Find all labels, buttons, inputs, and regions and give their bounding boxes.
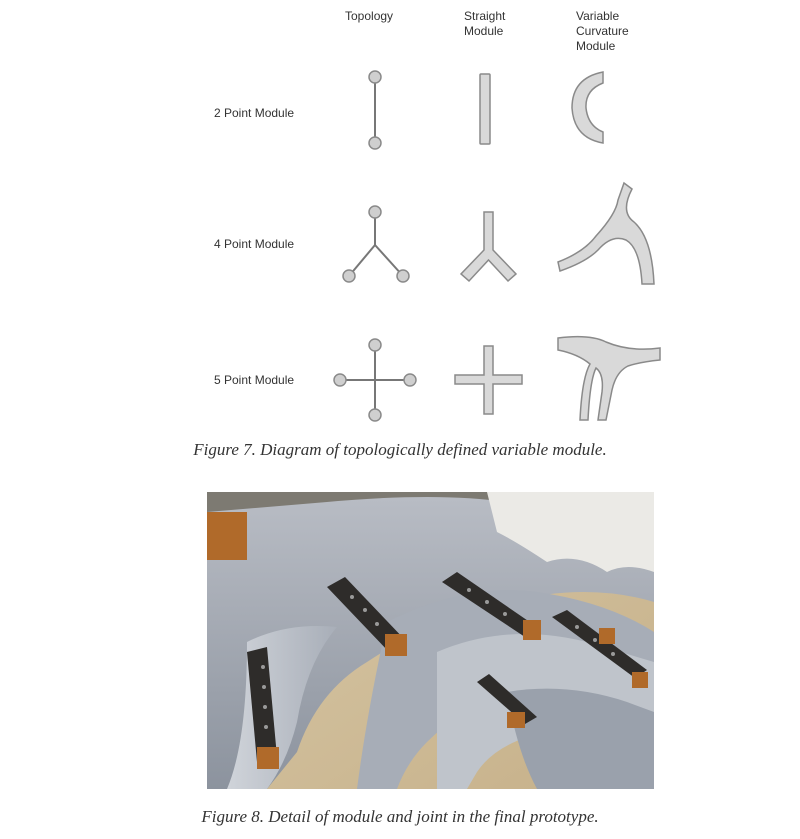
topology-4-point: [343, 206, 409, 282]
prototype-photo: [207, 492, 654, 789]
row-label-5-point: 5 Point Module: [214, 373, 295, 387]
variable-module-2-point: [572, 72, 603, 143]
column-header-topology: Topology: [345, 9, 394, 23]
straight-module-2-point: [480, 74, 490, 144]
straight-module-5-point: [455, 346, 522, 414]
row-label-4-point: 4 Point Module: [214, 237, 295, 251]
row-label-2-point: 2 Point Module: [214, 106, 295, 120]
column-header-straight-module: Straight Module: [464, 9, 506, 38]
topology-2-point: [369, 71, 381, 149]
figure-7-caption: Figure 7. Diagram of topologically defined variable module.: [193, 440, 607, 459]
straight-module-4-point: [461, 212, 516, 281]
variable-module-5-point: [558, 337, 660, 420]
figure-8-caption: Figure 8. Detail of module and joint in the final prototype.: [201, 807, 599, 826]
topology-5-point: [334, 339, 416, 421]
variable-module-4-point: [558, 183, 654, 284]
column-header-variable-curvature-module: Variable Curvature Module: [576, 9, 629, 53]
